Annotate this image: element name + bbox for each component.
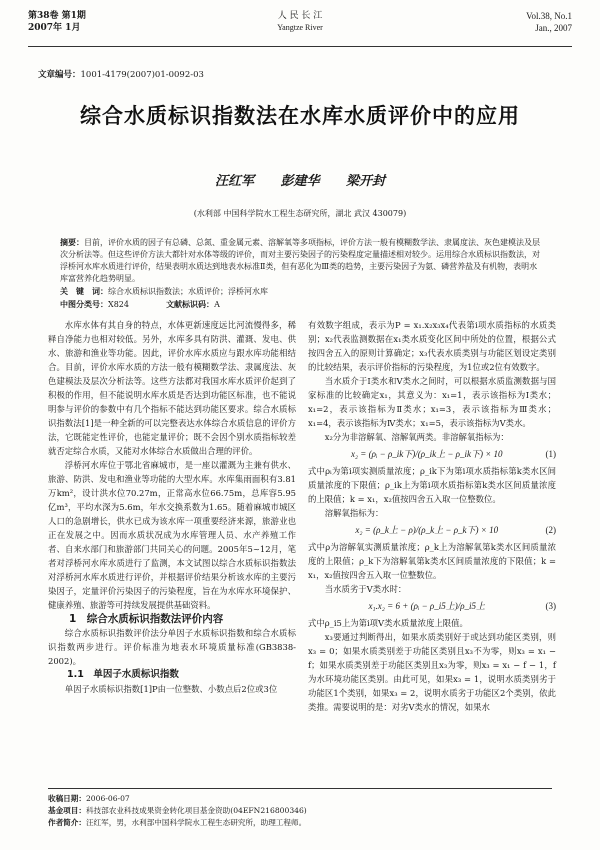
abstract [60, 236, 540, 285]
equation-2-description: 式中ρ为溶解氧实测质量浓度；ρ_k上为溶解氧第k类水区间质量浓度的上限值；ρ_k下为溶解氧第k类水区间质量浓度的下限值；k = x₁，x₂值按四舍五入取一位整数位。 [308, 542, 556, 580]
equation-3-number: (3) [545, 601, 556, 611]
equation-2-body: x₂ = (ρ_k上 − ρ)/(ρ_k上 − ρ_k下) × 10 [355, 525, 499, 535]
date-en: Jan., 2007 [535, 23, 572, 33]
left-column [48, 318, 296, 696]
right-paragraph-3: x₂分为非溶解氧、溶解氧两类。非溶解氧指标为： [324, 432, 509, 442]
affiliation: (水利部 中国科学院水工程生态研究所，湖北 武汉 430079) [193, 209, 407, 218]
equation-3-body: x₁.x₂ = 6 + (ρᵢ − ρ_i5上)/ρ_i5上 [368, 601, 486, 611]
keywords-text: 综合水质标识指数法；水质评价；浮桥河水库 [108, 287, 268, 296]
class-v-label: 当水质劣于Ⅴ类水时： [324, 584, 407, 594]
classification [60, 298, 540, 311]
author-bio-label: 作者简介： [48, 818, 86, 827]
article-number [38, 68, 204, 80]
received-date [48, 793, 552, 805]
do-label: 溶解氧指标为： [324, 508, 384, 518]
volume-cn: 第38卷 第1期 [28, 11, 86, 21]
abstract-label: 摘要： [60, 237, 84, 247]
author-list: 汪红军 彭建华 梁开封 [214, 174, 386, 189]
section-1-1-heading: 1.1 单因子水质标识指数 [67, 669, 179, 680]
date-cn: 2007年 1月 [28, 23, 81, 33]
abstract-text: 目前，评价水质的因子有总磷、总氮、重金属元素、溶解氧等多项指标，评价方法一般有模糊数学法、隶属度法、灰色建模法及层次分析法等。但这些评价方法大都针对水体等级的评价，而对主要污染因子的污染程度定量描述相对较少。运用综合水质标识指数法，对浮桥河水库水质进行评价，结果表明水质达到地表水标准Ⅱ类，但有恶化为Ⅲ类的趋势，主要污染因子为氨、磷营养盐及有机物，表明水库富营养化趋势明显。 [60, 238, 540, 283]
section-1-paragraph: 综合水质标识指数评价法分单因子水质标识指数和综合水质标识指数两步进行。评价标准为地表水环境质量标准(GB3838-2002)。 [48, 628, 296, 666]
equation-3-description: 式中ρ_i5上为第i项Ⅴ类水质量浓度上限值。 [308, 618, 468, 628]
author-bio-value: 汪红军，男，水利部中国科学院水工程生态研究所，助理工程师。 [85, 818, 307, 827]
section-1-heading: 1 综合水质标识指数法评价内容 [69, 613, 224, 625]
equation-3 [308, 599, 556, 613]
received-label: 收稿日期： [48, 794, 86, 803]
volume-en: Vol.38, No.1 [526, 11, 572, 21]
received-value: 2006-06-07 [85, 794, 130, 803]
paper-title: 综合水质标识指数法在水库水质评价中的应用 [80, 104, 520, 128]
clc-label: 中图分类号： [60, 299, 108, 309]
fund-label: 基金项目： [48, 806, 86, 815]
doc-code-label: 文献标识码： [166, 299, 215, 309]
footnote-block [48, 788, 552, 829]
fund-value: 科技部农业科技成果资金转化项目基金资助(04EFN216800346) [85, 806, 307, 815]
keywords-label: 关 键 词： [60, 286, 108, 296]
clc-value: X824 [108, 300, 129, 309]
abstract-block [60, 236, 540, 311]
journal-name-cn: 人 民 长 江 [277, 11, 323, 21]
article-number-label: 文章编号： [38, 70, 81, 80]
equation-1 [308, 447, 556, 461]
header-right [526, 10, 572, 34]
right-tail-paragraph: x₃要通过判断得出，如果水质类别好于或达到功能区类别，则x₃ = 0；如果水质类别差于功能区类别且x₃不为零，则x₃ = x₁ − f；如果水质类别差于功能区类别且x₃为零，则x₃ = x₁ − f − 1，f为水环境功能区类别。由此可见，如果x₃ = 1，说明水质类别劣于功能区1个类别，如果x₃ = 2，说明水质劣于功能区2个类别，依此类推。需要说明的是：对劣Ⅴ类水的情况，如果水 [308, 632, 556, 712]
journal-name-en: Yangtze River [277, 23, 323, 32]
section-1-1-paragraph: 单因子水质标识指数[1]P由一位整数、小数点后2位或3位 [64, 684, 278, 694]
equation-1-body: x₂ = (ρᵢ − ρ_ik下)/(ρ_ik上 − ρ_ik下) × 10 [350, 449, 503, 459]
doc-code-value: A [214, 300, 220, 309]
equation-2-number: (2) [545, 525, 556, 535]
right-paragraph-2: 当水质介于Ⅰ类水和Ⅴ类水之间时，可以根据水质监测数据与国家标准的比较确定x₁，其意义为：x₁=1，表示该指标为Ⅰ类水；x₁=2，表示该指标为Ⅱ类水；x₁=3，表示该指标为Ⅲ类水；x₁=4，表示该指标为Ⅳ类水；x₁=5，表示该指标为Ⅴ类水。 [308, 376, 556, 428]
article-number-value: 1001-4179(2007)01-0092-03 [80, 70, 204, 80]
keywords [60, 285, 540, 298]
fund-info [48, 805, 552, 817]
intro-paragraph-1: 水库水体有其自身的特点，水体更新速度远比河流慢得多，稀释自净能力也相对较低。另外，水库多具有防洪、灌溉、发电、供水、旅游和渔业等功能。因此，评价水库水质应与跟水库功能相结合。目前，评价水库水质的方法一般有模糊数学法、隶属度法、灰色建模法及层次分析法等。这些方法都对我国水库水质评价起到了积极的作用，但不能说明水库水质是否达到功能区标准，也不能说明参与评价的参数中有几个指标不能达到功能区要求。综合水质标识指数法[1]是一种全新的可以完整表达水体综合水质信息的评价方法，它既能定性评价，也能定量评价；既不会因个别水质指标较差就否定综合水质，又能对水体综合水质做出合理的评价。 [48, 320, 296, 456]
header-center [28, 10, 572, 34]
equation-1-number: (1) [545, 449, 556, 459]
equation-1-description: 式中ρᵢ为第i项实测质量浓度；ρ_ik下为第i项水质指标第k类水区间质量浓度的下限值；ρ_ik上为第i项水质指标第k类水区间质量浓度的上限值；k = x₁，x₂值按四舍五入取一位整数位。 [308, 466, 556, 504]
equation-2 [308, 523, 556, 537]
author-bio [48, 817, 552, 829]
right-column [308, 318, 556, 714]
intro-paragraph-2: 浮桥河水库位于鄂北省麻城市，是一座以灌溉为主兼有供水、旅游、防洪、发电和渔业等功能的大型水库。水库集雨面积有3.81万km²，设计洪水位70.27m，正常高水位66.75m，总库容5.95亿m³，平均水深为5.6m，年水交换系数为1.65。随着麻城市城区人口的急剧增长，供水已成为该水库一项重要经济来源，旅游业也正在发展之中。因而水质状况成为水库管理人员、水产养殖工作者、自来水部门和旅游部门共同关心的问题。2005年5~12月，笔者对浮桥河水库水质进行了监测，本文试图以综合水质标识指数法对浮桥河水库水质进行评价，并根据评价结果分析该水库的主要污染因子，定量评价污染因子的污染程度，旨在为水库水环境保护、健康养殖、旅游等可持续发展提供基础资料。 [48, 460, 296, 610]
running-header [28, 8, 572, 47]
right-paragraph-1: 有效数字组成，表示为P = x₁.x₂x₃x₄代表第i项水质指标的水质类别；x₂代表监测数据在x₁类水质变化区间中所处的位置，根据公式按四舍五入的原则计算确定；x₃代表水质类别与功能区划设定类别的比较结果，表示评价指标的污染程度，为1位或2位有效数字。 [308, 320, 556, 372]
